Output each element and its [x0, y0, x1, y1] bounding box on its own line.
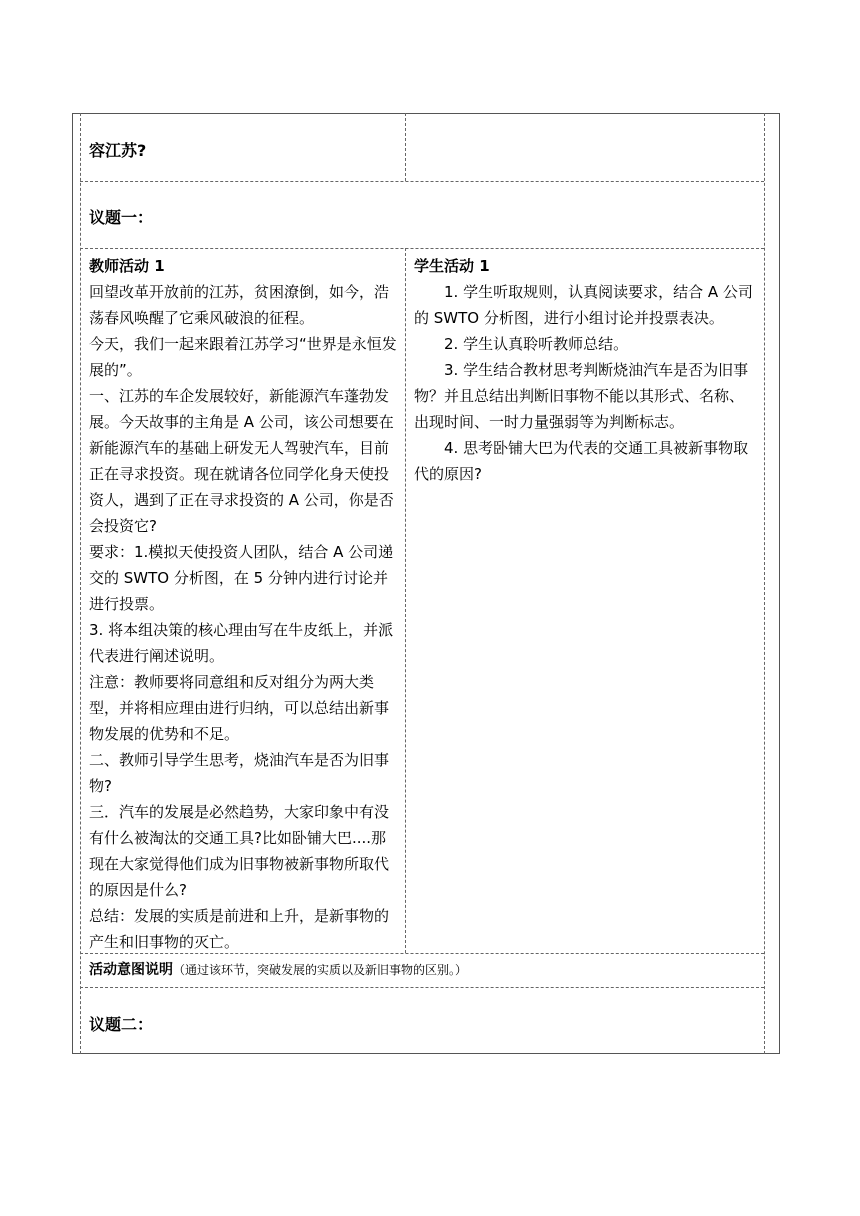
student-activity-title: 学生活动 1 [414, 257, 490, 275]
row-divider [80, 181, 764, 182]
teacher-activity-cell [89, 253, 399, 955]
student-item: 3. 学生结合教材思考判断烧油汽车是否为旧事物？并且总结出判断旧事物不能以其形式、名称、出现时间、一时力量强弱等为判断标志。 [414, 361, 749, 431]
student-activity-cell [414, 253, 757, 487]
student-item: 2. 学生认真聆听教师总结。 [444, 335, 629, 353]
table-left-inner-border [80, 113, 81, 1054]
column-divider [405, 113, 406, 181]
teacher-paragraph: 要求：1.模拟天使投资人团队，结合 A 公司递交的 SWTO 分析图，在 5 分钟内进行讨论并进行投票。 [89, 543, 394, 613]
teacher-paragraph: 今天，我们一起来跟着江苏学习“世界是永恒发展的”。 [89, 335, 397, 379]
row-divider [80, 248, 764, 249]
activity-intent-row [89, 959, 759, 981]
teacher-paragraph: 注意：教师要将同意组和反对组分为两大类型，并将相应理由进行归纳，可以总结出新事物发展的优势和不足。 [89, 673, 390, 743]
activity-intent-note: （通过该环节，突破发展的实质以及新旧事物的区别。） [173, 963, 468, 977]
teacher-paragraph: 总结：发展的实质是前进和上升，是新事物的产生和旧事物的灭亡。 [89, 907, 390, 951]
topic-one-heading: 议题一： [89, 208, 154, 227]
activity-intent-label: 活动意图说明 [89, 962, 173, 978]
teacher-paragraph: 二、教师引导学生思考，烧油汽车是否为旧事物? [89, 751, 390, 795]
topic-two-heading: 议题二： [89, 1015, 154, 1034]
column-divider [405, 248, 406, 953]
continued-question: 容江苏? [89, 141, 147, 160]
student-item: 4. 思考卧铺大巴为代表的交通工具被新事物取代的原因? [414, 439, 749, 483]
student-item: 1. 学生听取规则，认真阅读要求，结合 A 公司的 SWTO 分析图，进行小组讨论并投票表决。 [414, 283, 753, 327]
teacher-paragraph: 3. 将本组决策的核心理由写在牛皮纸上，并派代表进行阐述说明。 [89, 621, 394, 665]
teacher-paragraph: 三．汽车的发展是必然趋势，大家印象中有没有什么被淘汰的交通工具?比如卧铺大巴....那现在大家觉得他们成为旧事物被新事物所取代的原因是什么? [89, 803, 390, 899]
teacher-paragraph: 回望改革开放前的江苏，贫困潦倒，如今，浩荡春风唤醒了它乘风破浪的征程。 [89, 283, 390, 327]
row-divider [80, 987, 764, 988]
table-right-inner-border [764, 113, 765, 1054]
teacher-paragraph: 一、江苏的车企发展较好，新能源汽车蓬勃发展。今天故事的主角是 A 公司，该公司想要在新能源汽车的基础上研发无人驾驶汽车，目前正在寻求投资。现在就请各位同学化身天使投资人，遇到了正在寻求投资的 A 公司，你是否会投资它? [89, 387, 394, 535]
teacher-activity-title: 教师活动 1 [89, 257, 165, 275]
